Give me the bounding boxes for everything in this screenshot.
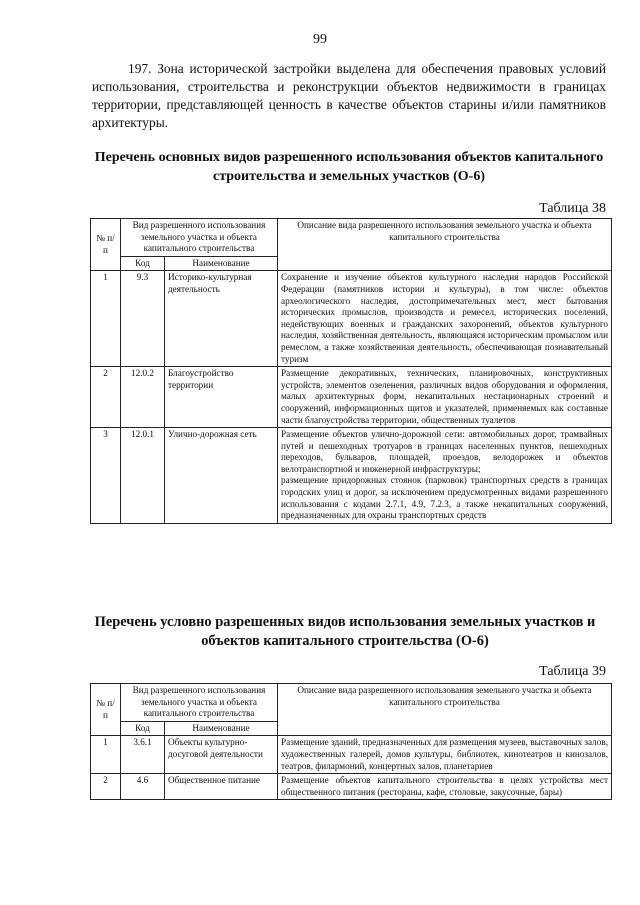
header-num: № п/п bbox=[91, 219, 121, 271]
row-num: 2 bbox=[91, 774, 121, 800]
row-name: Благоустройство территории bbox=[165, 367, 278, 428]
table39-heading: Перечень условно разрешенных видов использования земельных участков и объектов капитального строительства (О-6) bbox=[94, 614, 596, 649]
desc-line: Размещение декоративных, технических, планировочных, конструктивных устройств, элементов озеленения, различных видов оборудования и оформления, малых архитектурных форм, некапитальных нестационарных строений и сооружений, информационных щитов и указателей, применяемых как составные части благоустройства территории, общественных туалетов bbox=[281, 368, 608, 425]
table-38 bbox=[90, 218, 612, 524]
header-num: № п/п bbox=[91, 684, 121, 736]
header-desc: Описание вида разрешенного использования земельного участка и объекта капитального строительства bbox=[278, 219, 612, 271]
row-code: 4.6 bbox=[121, 774, 165, 800]
row-desc bbox=[278, 271, 612, 367]
table-39 bbox=[90, 683, 612, 800]
table-row bbox=[91, 736, 612, 774]
header-type: Вид разрешенного использования земельного участка и объекта капитального строительства bbox=[121, 684, 278, 722]
row-num: 1 bbox=[91, 736, 121, 774]
table38-heading: Перечень основных видов разрешенного использования объектов капитального строительства и земельных участков (О-6) bbox=[94, 150, 604, 184]
row-name: Объекты культурно-досуговой деятельности bbox=[165, 736, 278, 774]
row-name: Историко-культурная деятельность bbox=[165, 271, 278, 367]
row-name: Общественное питание bbox=[165, 774, 278, 800]
header-code: Код bbox=[121, 721, 165, 736]
desc-line: размещение придорожных стоянок (парковок) транспортных средств в границах городских улиц и дорог, за исключением предусмотренных видами разрешенного использования с кодами 2.7.1, 4.9, 7.2.3, а также некапитальных сооружений, предназначенных для охраны транспортных средств bbox=[281, 475, 608, 521]
row-desc bbox=[278, 428, 612, 524]
intro-paragraph: 197. Зона исторической застройки выделена для обеспечения правовых условий использования, строительства и реконструкции объектов недвижимости в границах территории, представляющей ценность в качестве объектов старины и/или памятников архитектуры. bbox=[92, 61, 606, 130]
table-row bbox=[91, 271, 612, 367]
table38-caption: Таблица 38 bbox=[539, 201, 606, 216]
page-number: 99 bbox=[313, 32, 327, 47]
desc-line: Размещение объектов капитального строительства в целях устройства мест общественного питания (рестораны, кафе, столовые, закусочные, бары) bbox=[281, 775, 608, 797]
row-code: 12.0.1 bbox=[121, 428, 165, 524]
desc-line: Сохранение и изучение объектов культурного наследия народов Российской Федерации (памятников истории и культуры), в том числе: объектов археологического наследия, достопримечательных мест, мест бытования исторических промыслов, производств и ремесел, исторических поселений, недействующих военных и гражданских захоронений, объектов культурного наследия, хозяйственная деятельность, являющаяся историческим промыслом или ремеслом, а также хозяйственная деятельность, обеспечивающая познавательный туризм bbox=[281, 272, 608, 364]
row-desc bbox=[278, 736, 612, 774]
row-desc bbox=[278, 774, 612, 800]
header-type: Вид разрешенного использования земельного участка и объекта капитального строительства bbox=[121, 219, 278, 257]
header-code: Код bbox=[121, 256, 165, 271]
row-code: 12.0.2 bbox=[121, 367, 165, 428]
desc-line: Размещение зданий, предназначенных для размещения музеев, выставочных залов, художественных галерей, домов культуры, библиотек, кинотеатров и кинозалов, театров, филармоний, концертных залов, планетариев bbox=[281, 737, 608, 771]
table-row bbox=[91, 428, 612, 524]
desc-line: Размещение объектов улично-дорожной сети: автомобильных дорог, трамвайных путей и пешеходных тротуаров в границах населенных пунктов, пешеходных переходов, бульваров, площадей, проездов, велодорожек и объектов велотранспортной и инженерной инфраструктуры; bbox=[281, 429, 608, 474]
header-name: Наименование bbox=[165, 721, 278, 736]
header-desc: Описание вида разрешенного использования земельного участка и объекта капитального строительства bbox=[278, 684, 612, 736]
row-code: 3.6.1 bbox=[121, 736, 165, 774]
header-name: Наименование bbox=[165, 256, 278, 271]
table-row bbox=[91, 367, 612, 428]
row-num: 3 bbox=[91, 428, 121, 524]
table-row bbox=[91, 774, 612, 800]
row-name: Улично-дорожная сеть bbox=[165, 428, 278, 524]
row-code: 9.3 bbox=[121, 271, 165, 367]
row-num: 2 bbox=[91, 367, 121, 428]
row-desc bbox=[278, 367, 612, 428]
table39-caption: Таблица 39 bbox=[539, 664, 606, 679]
row-num: 1 bbox=[91, 271, 121, 367]
